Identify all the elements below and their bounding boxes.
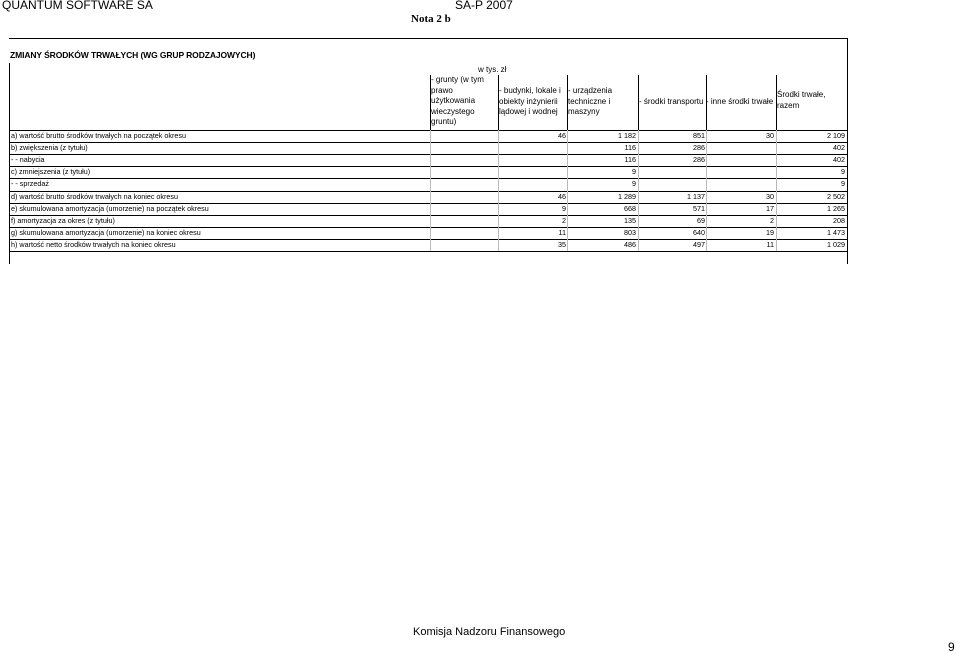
row-value: 116 — [624, 143, 636, 153]
column-header-transport: - środki transportu — [639, 97, 704, 106]
row-value: 1 265 — [827, 203, 845, 213]
table-row — [10, 215, 848, 227]
row-value: 286 — [693, 143, 705, 153]
table-row — [10, 203, 848, 215]
row-value: 19 — [766, 227, 774, 237]
company-name: QUANTUM SOFTWARE SA — [2, 0, 153, 12]
column-header-total: Środki trwałe, razem — [777, 90, 826, 110]
row-value: 116 — [624, 155, 636, 165]
row-separator — [9, 227, 847, 228]
row-value: 668 — [624, 203, 636, 213]
note-label: Nota 2 b — [411, 13, 451, 25]
row-separator — [9, 130, 847, 131]
cell-separator — [567, 130, 568, 251]
row-value: 11 — [766, 239, 774, 249]
row-value: 46 — [558, 131, 566, 140]
report-id: SA-P 2007 — [455, 0, 513, 12]
table-top-border — [9, 38, 847, 39]
row-separator — [9, 142, 847, 143]
row-value: 1 473 — [827, 227, 845, 237]
row-value: 497 — [693, 239, 705, 249]
column-header-machinery: - urządzenia techniczne i maszyny — [568, 86, 613, 117]
row-value: 1 029 — [827, 239, 845, 249]
footer-text: Komisja Nadzoru Finansowego — [413, 626, 566, 638]
cell-separator — [498, 130, 499, 251]
row-value: 851 — [693, 131, 705, 140]
row-value: 30 — [766, 191, 774, 201]
row-value: 2 502 — [827, 191, 845, 201]
row-value: 9 — [841, 179, 845, 189]
row-value: 640 — [693, 227, 705, 237]
row-label: h) wartość netto środków trwałych na koniec okresu — [11, 239, 176, 249]
row-value: 1 182 — [618, 131, 636, 140]
row-label: - - nabycia — [11, 155, 45, 165]
row-label: b) zwiększenia (z tytułu) — [11, 143, 88, 153]
table-row — [10, 191, 848, 203]
table-row — [10, 142, 848, 154]
row-value: 486 — [624, 239, 636, 249]
row-separator — [9, 178, 847, 179]
table-row — [10, 166, 848, 178]
row-value: 402 — [833, 155, 845, 165]
table-title: ZMIANY ŚRODKÓW TRWAŁYCH (WG GRUP RODZAJOWYCH) — [10, 50, 256, 60]
table-bottom-border — [9, 251, 847, 252]
table-row — [10, 178, 848, 190]
row-separator — [9, 215, 847, 216]
row-label: - - sprzedaż — [11, 179, 49, 189]
column-header-land: - grunty (w tym prawo użytkowania wieczystego gruntu) — [431, 75, 484, 127]
row-separator — [9, 191, 847, 192]
row-value: 46 — [558, 191, 566, 201]
unit-label: w tys. zł — [478, 65, 507, 74]
row-value: 286 — [693, 155, 705, 165]
cell-separator — [638, 130, 639, 251]
row-label: d) wartość brutto środków trwałych na koniec okresu — [11, 191, 178, 201]
row-value: 9 — [562, 203, 566, 213]
row-value: 1 137 — [687, 191, 705, 201]
table-row — [10, 154, 848, 166]
row-value: 135 — [624, 215, 636, 225]
row-value: 571 — [693, 203, 705, 213]
table-row — [10, 227, 848, 239]
row-value: 9 — [632, 179, 636, 189]
row-value: 69 — [697, 215, 705, 225]
cell-separator — [430, 130, 431, 251]
table-row — [10, 130, 848, 142]
row-label: g) skumulowana amortyzacja (umorzenie) na koniec okresu — [11, 227, 201, 237]
column-header-buildings: - budynki, lokale i obiekty inżynierii lądowej i wodnej — [499, 86, 561, 117]
row-value: 2 — [770, 215, 774, 225]
row-separator — [9, 203, 847, 204]
cell-separator — [776, 130, 777, 251]
row-value: 402 — [833, 143, 845, 153]
row-value: 17 — [766, 203, 774, 213]
row-value: 208 — [833, 215, 845, 225]
row-value: 9 — [841, 167, 845, 177]
row-value: 803 — [624, 227, 636, 237]
row-separator — [9, 154, 847, 155]
row-label: e) skumulowana amortyzacja (umorzenie) na początek okresu — [11, 203, 209, 213]
column-header-other: - inne środki trwałe — [706, 97, 774, 106]
table-row — [10, 239, 848, 251]
row-label: a) wartość brutto środków trwałych na początek okresu — [11, 131, 186, 140]
cell-separator — [706, 130, 707, 251]
row-value: 35 — [558, 239, 566, 249]
row-value: 2 — [562, 215, 566, 225]
page-number: 9 — [948, 640, 955, 654]
row-value: 2 109 — [827, 131, 845, 140]
row-value: 11 — [558, 227, 566, 237]
row-value: 30 — [766, 131, 774, 140]
row-value: 1 289 — [618, 191, 636, 201]
row-label: f) amortyzacja za okres (z tytułu) — [11, 215, 115, 225]
row-value: 9 — [632, 167, 636, 177]
row-separator — [9, 239, 847, 240]
row-separator — [9, 166, 847, 167]
row-label: c) zmniejszenia (z tytułu) — [11, 167, 91, 177]
